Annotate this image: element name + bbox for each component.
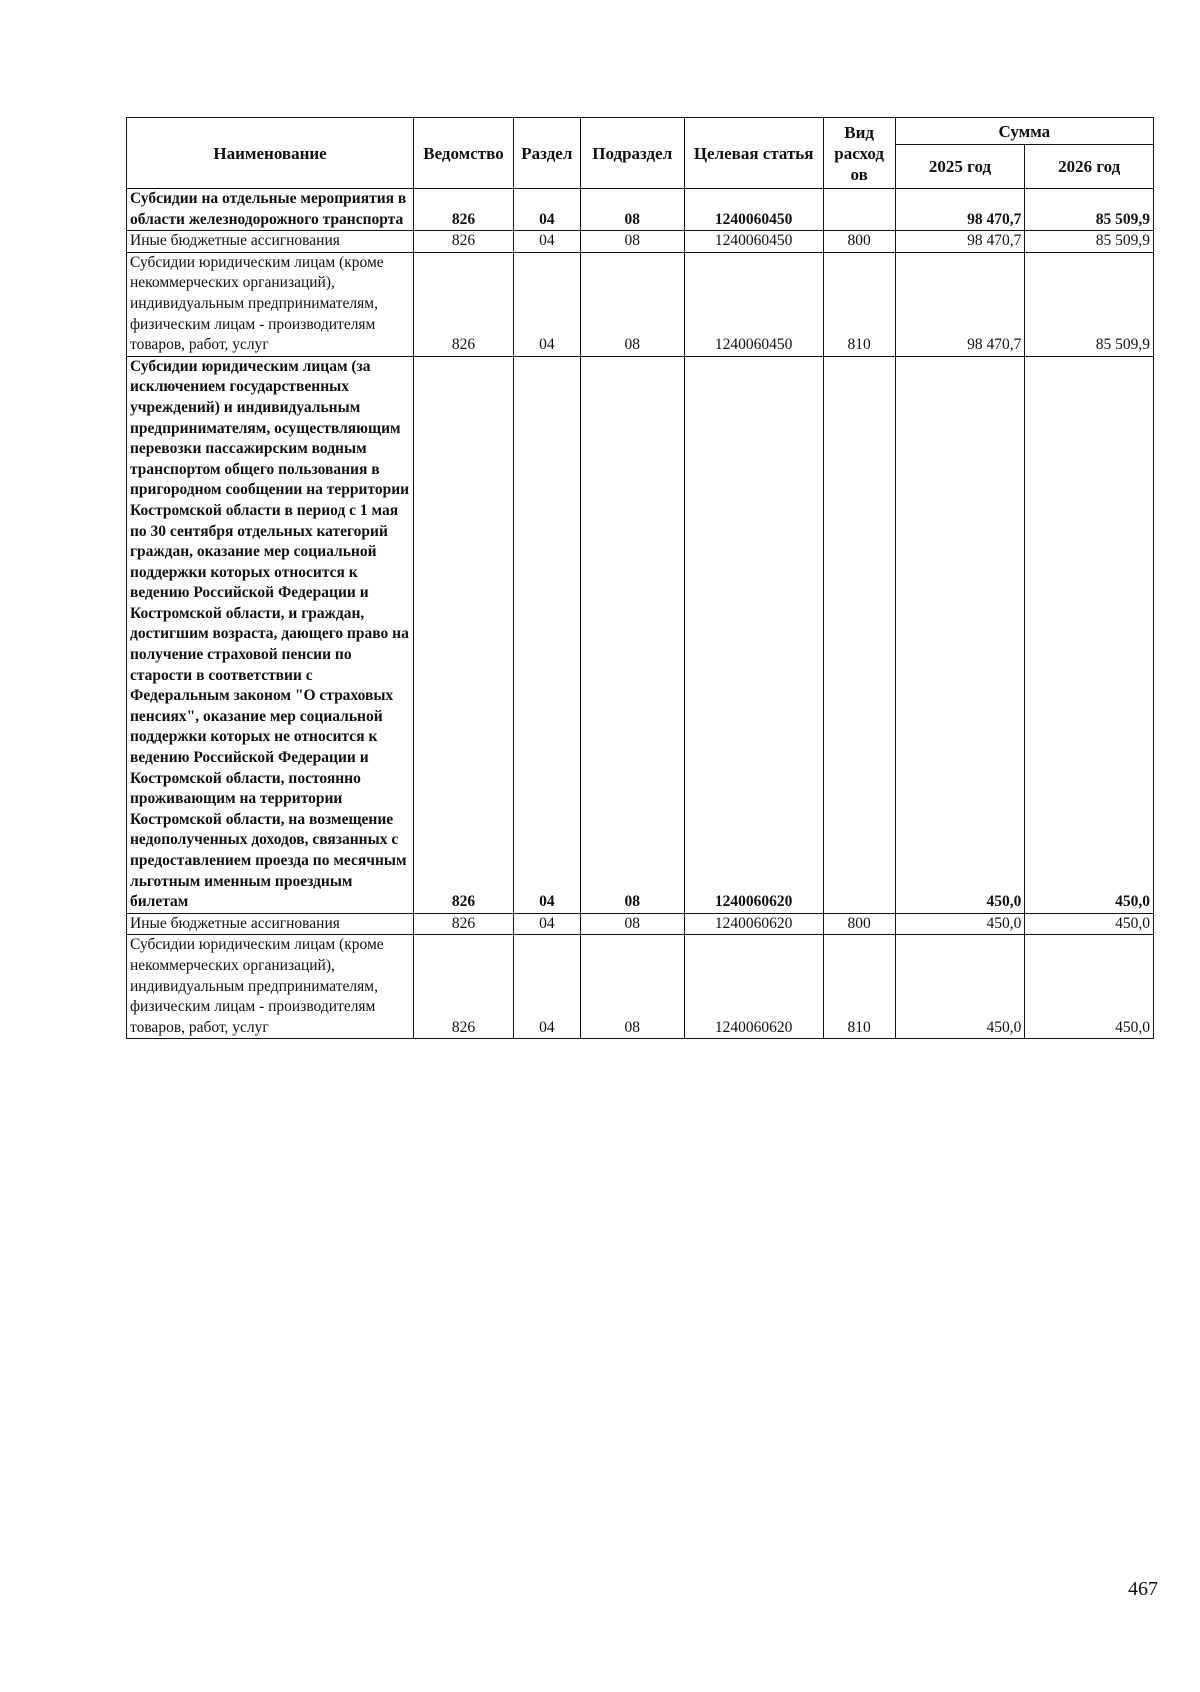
row-section-cell: 04: [513, 231, 580, 253]
row-subsection-cell: 08: [580, 231, 684, 253]
row-department-cell: 826: [414, 935, 514, 1039]
table-body: [127, 189, 1154, 1039]
row-target-cell: 1240060620: [684, 913, 823, 935]
row-sum-2025-cell: 98 470,7: [895, 231, 1025, 253]
header-department: Ведомство: [414, 118, 514, 189]
header-year-2026: 2026 год: [1025, 145, 1154, 189]
row-target-cell: 1240060450: [684, 252, 823, 356]
row-expense-type-cell: 800: [823, 231, 895, 253]
header-target-article: Целевая статья: [684, 118, 823, 189]
row-name-cell: Субсидии юридическим лицам (кроме некоммерческих организаций), индивидуальным предпринимателям, физическим лицам - производителям товаров, работ, услуг: [127, 252, 414, 356]
row-sum-2026-cell: 85 509,9: [1025, 231, 1154, 253]
row-department-cell: 826: [414, 189, 514, 231]
row-department-cell: 826: [414, 356, 514, 913]
header-year-2025: 2025 год: [895, 145, 1025, 189]
row-expense-type-cell: 810: [823, 252, 895, 356]
row-name-cell: Субсидии юридическим лицам (кроме некоммерческих организаций), индивидуальным предпринимателям, физическим лицам - производителям товаров, работ, услуг: [127, 935, 414, 1039]
header-expense-type: Вид расход ов: [823, 118, 895, 189]
row-department-cell: 826: [414, 252, 514, 356]
row-section-cell: 04: [513, 935, 580, 1039]
header-subsection: Подраздел: [580, 118, 684, 189]
row-sum-2025-cell: 450,0: [895, 935, 1025, 1039]
row-sum-2026-cell: 450,0: [1025, 913, 1154, 935]
row-sum-2025-cell: 98 470,7: [895, 252, 1025, 356]
row-sum-2025-cell: 450,0: [895, 913, 1025, 935]
row-subsection-cell: 08: [580, 913, 684, 935]
row-expense-type-cell: 800: [823, 913, 895, 935]
header-name: Наименование: [127, 118, 414, 189]
header-section: Раздел: [513, 118, 580, 189]
row-subsection-cell: 08: [580, 356, 684, 913]
row-name-cell: Иные бюджетные ассигнования: [127, 913, 414, 935]
row-sum-2026-cell: 85 509,9: [1025, 252, 1154, 356]
row-sum-2026-cell: 450,0: [1025, 935, 1154, 1039]
row-subsection-cell: 08: [580, 935, 684, 1039]
table-row: [127, 356, 1154, 913]
page-number: 467: [1128, 1578, 1158, 1600]
row-department-cell: 826: [414, 913, 514, 935]
row-department-cell: 826: [414, 231, 514, 253]
row-expense-type-cell: [823, 356, 895, 913]
row-sum-2025-cell: 450,0: [895, 356, 1025, 913]
row-section-cell: 04: [513, 189, 580, 231]
row-name-cell: Иные бюджетные ассигнования: [127, 231, 414, 253]
row-section-cell: 04: [513, 913, 580, 935]
table-row: [127, 231, 1154, 253]
row-name-cell: Субсидии юридическим лицам (за исключением государственных учреждений) и индивидуальным предпринимателям, осуществляющим перевозки пассажирским водным транспортом общего пользования в пригородном сообщении на территории Костромской области в период с 1 мая по 30 сентября отдельных категорий граждан, оказание мер социальной поддержки которых относится к ведению Российской Федерации и Костромской области, и граждан, достигшим возраста, дающего право на получение страховой пенсии по старости в соответствии с Федеральным законом "О страховых пенсиях", оказание мер социальной поддержки которых не относится к ведению Российской Федерации и Костромской области, постоянно проживающим на территории Костромской области, на возмещение недополученных доходов, связанных с предоставлением проезда по месячным льготным именным проездным билетам: [127, 356, 414, 913]
row-sum-2025-cell: 98 470,7: [895, 189, 1025, 231]
row-sum-2026-cell: 85 509,9: [1025, 189, 1154, 231]
header-sum: Сумма: [895, 118, 1153, 145]
table-row: [127, 935, 1154, 1039]
row-expense-type-cell: 810: [823, 935, 895, 1039]
table-row: [127, 189, 1154, 231]
row-expense-type-cell: [823, 189, 895, 231]
budget-table: [126, 117, 1154, 1039]
table-row: [127, 913, 1154, 935]
row-target-cell: 1240060450: [684, 231, 823, 253]
table-row: [127, 252, 1154, 356]
row-subsection-cell: 08: [580, 189, 684, 231]
row-sum-2026-cell: 450,0: [1025, 356, 1154, 913]
row-target-cell: 1240060620: [684, 935, 823, 1039]
row-name-cell: Субсидии на отдельные мероприятия в области железнодорожного транспорта: [127, 189, 414, 231]
row-subsection-cell: 08: [580, 252, 684, 356]
row-section-cell: 04: [513, 356, 580, 913]
row-target-cell: 1240060450: [684, 189, 823, 231]
row-section-cell: 04: [513, 252, 580, 356]
row-target-cell: 1240060620: [684, 356, 823, 913]
